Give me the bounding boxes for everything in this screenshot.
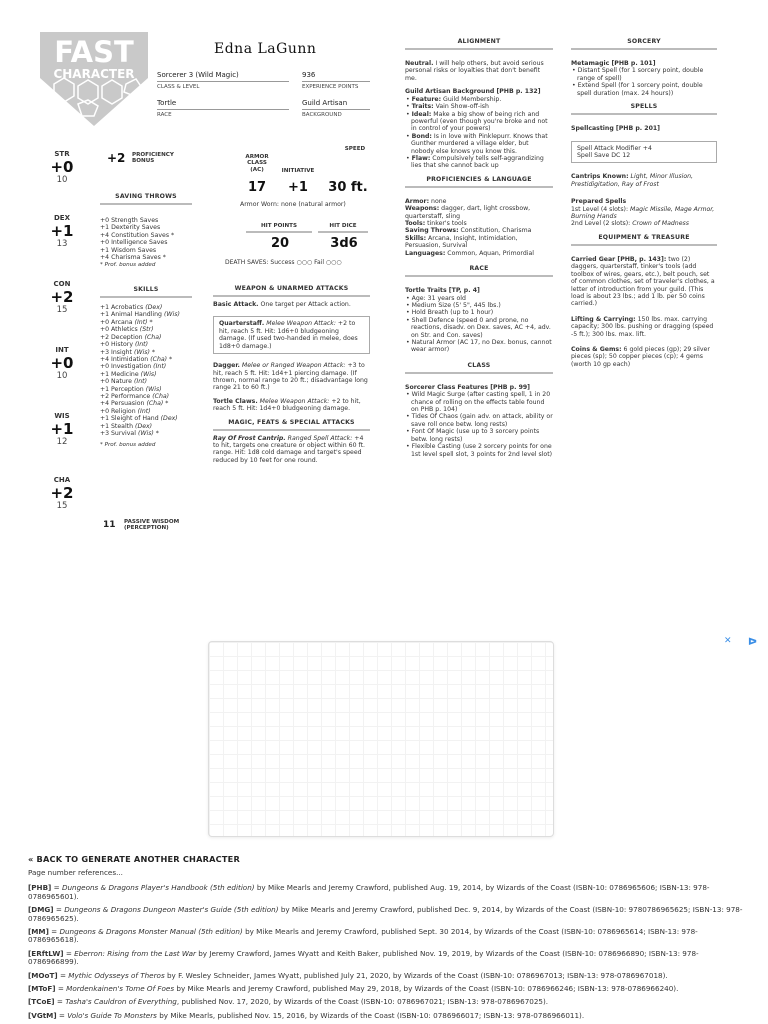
ability-str: STR +0 10 xyxy=(50,150,74,186)
skill-row: +3 Insight (Wis) * xyxy=(100,348,155,356)
passive-wisdom-label: PASSIVE WISDOM (PERCEPTION) xyxy=(124,519,180,532)
ray-of-frost-attack: Ray Of Frost Cantrip. Ranged Spell Attack: +4 to hit, targets one creature or object within 60 ft. range. Hit: 1d8 cold damage and target's speed reduced by 10 feet for one round. xyxy=(213,434,365,464)
back-to-generate-link[interactable]: « BACK TO GENERATE ANOTHER CHARACTER xyxy=(28,854,240,864)
sorcery-section: SORCERY Metamagic [PHB p. 101] • Distant Spell (for 1 sorcery point, double range of spell) • Extend Spell (for 1 sorcery point, double spell duration (max. 24 hours)) SPELLS Spellcasting [PHB p. 201] Spell Attack Modifier +4 Spell Save DC 12 Cantrips Known: Light, Minor Illusion, Prestidigitation, Ray of Frost Prepared Spells 1st Level (4 slots): Magic Missile, Mage Armor, Burning Hands 2nd Level (2 slots): Crown of Madness EQUIPMENT & TREASURE Carried Gear [PHB, p. 143]: two (2) daggers, quarterstaff, tinker's tools (add toolbox of wires, gears, etc.), belt pouch, set of common clothes, set of traveler's clothes, a letter of introduction from your guild. (This load is about 23 lbs.; add 1 lb. per 50 coins carried.) Lifting & Carrying: 150 lbs. max. carrying capacity; 300 lbs. pushing or dragging (speed -5 ft.); 300 lbs. max. lift. Coins & Gems: 6 gold pieces (gp); 29 silver pieces (sp); 50 copper pieces (cp); 4 gems (worth 10 gp each) xyxy=(571,38,717,368)
skill-row: +1 Medicine (Wis) xyxy=(100,370,157,378)
proficiency-bonus-value: +2 xyxy=(107,151,126,165)
skill-row: +4 Intimidation (Cha) * xyxy=(100,355,173,363)
save-str: +0 Strength Saves xyxy=(100,217,159,225)
tortle-claws-attack: Tortle Claws. Melee Weapon Attack: +2 to hit, reach 5 ft. Hit: 1d4+0 bludgeoning damage. xyxy=(213,397,361,413)
saving-throws: SAVING THROWS +0 Strength Saves +1 Dexterity Saves +4 Constitution Saves * +0 Intelligence Saves +1 Wisdom Saves +4 Charisma Saves * * Prof. bonus added xyxy=(100,193,192,269)
reference-item: [DMG] = Dungeons & Dragons Dungeon Master's Guide (5th edition) by Mike Mearls and Jeremy Crawford, published Dec. 9, 2014, by Wizards of the Coast (ISBN-10: 9780786965625; ISBN-13: 978-0786965625). xyxy=(28,905,743,923)
passive-wisdom-value: 11 xyxy=(103,520,116,530)
fast-character-logo xyxy=(40,32,148,126)
skill-row: +2 Performance (Cha) xyxy=(100,392,170,400)
ability-dex: DEX +1 13 xyxy=(50,214,74,250)
spell-stats-box: Spell Attack Modifier +4 Spell Save DC 12 xyxy=(571,141,717,164)
skill-row: +1 Sleight of Hand (Dex) xyxy=(100,415,178,423)
ac-value: 17 xyxy=(247,180,267,195)
save-int: +0 Intelligence Saves xyxy=(100,239,168,247)
armor-worn: Armor Worn: none (natural armor) xyxy=(240,201,346,208)
speed-value: 30 ft. xyxy=(328,180,368,195)
ability-wis: WIS +1 12 xyxy=(50,412,74,448)
skill-row: +1 Perception (Wis) xyxy=(100,385,162,393)
speed-label: SPEED xyxy=(344,146,366,152)
hit-dice-label: HIT DICE xyxy=(318,223,368,233)
proficiency-bonus-label: PROFICIENCY BONUS xyxy=(132,152,174,165)
svg-text:FAST: FAST xyxy=(54,35,134,69)
skill-row: +2 Deception (Cha) xyxy=(100,333,162,341)
xp-field: 936 EXPERIENCE POINTS xyxy=(302,71,370,91)
hit-dice-value: 3d6 xyxy=(330,236,358,251)
class-level-field: Sorcerer 3 (Wild Magic) CLASS & LEVEL xyxy=(157,71,289,91)
initiative-label: INITIATIVE xyxy=(281,168,315,174)
skill-row: +1 Animal Handling (Wis) xyxy=(100,311,180,319)
skill-row: +4 Persuasion (Cha) * xyxy=(100,400,169,408)
ability-con: CON +2 15 xyxy=(50,280,74,316)
skill-row: +0 History (Int) xyxy=(100,341,149,349)
ad-choices-icon[interactable]: ᐅ xyxy=(748,637,758,648)
reference-item: [MOoT] = Mythic Odysseys of Theros by F. Wesley Schneider, James Wyatt, published July 21, 2020, by Wizards of the Coast (ISBN-10: 0786967013; ISBN-13: 978-0786967018). xyxy=(28,970,668,980)
reference-item: [MToF] = Mordenkainen's Tome Of Foes by Mike Mearls and Jeremy Crawford, published May 29, 2018, by Wizards of the Coast (ISBN-10: 0786966246; ISBN-13: 978-0786966240). xyxy=(28,984,679,994)
ad-banner[interactable] xyxy=(208,641,554,837)
hit-points-value: 20 xyxy=(270,236,290,251)
alignment-section: ALIGNMENT Neutral. I will help others, but avoid serious personal risks or loyalties that don't benefit me. Guild Artisan Background [PHB p. 132] • Feature: Guild Membership. • Traits: Vain Show-off-ish • Ideal: Make a big show of being rich and powerful (even though you're broke and not in control of your powers) • Bond: Is in love with Pinklepurr. Knows that Gunther murdered a village elder, but nobody else knows you know this. • Flaw: Compulsively tells self-aggrandizing lies that she cannot back up PROFICIENCIES & LANGUAGE Armor: none Weapons: dagger, dart, light crossbow, quarterstaff, sling Tools: tinker's tools Saving Throws: Constitution, Charisma Skills: Arcana, Insight, Intimidation, Persuasion, Survival Languages: Common, Aquan, Primordial RACE Tortle Traits [TP, p. 4] • Age: 31 years old • Medium Size (5' 5", 445 lbs.) • Hold Breath (up to 1 hour) • Shell Defence (speed 0 and prone, no reactions, disadv. on Dex. saves, AC +4, adv. on Str. and Con. saves) • Natural Armor (AC 17, no Dex. bonus, cannot wear armor) CLASS Sorcerer Class Features [PHB p. 99] • Wild Magic Surge (after casting spell, 1 in 20 chance of rolling on the effects table found on PHB p. 104) • Tides Of Chaos (gain adv. on attack, ability or save roll once betw. long rests) • Font Of Magic (use up to 3 sorcery points betw. long rests) • Flexible Casting (use 2 sorcery points for one 1st level spell slot, 3 points for 2nd level slot) xyxy=(405,38,553,458)
skill-row: +0 Athletics (Str) xyxy=(100,326,154,334)
save-cha: +4 Charisma Saves * xyxy=(100,254,166,262)
skills: SKILLS +1 Acrobatics (Dex) +1 Animal Handling (Wis) +0 Arcana (Int) * +0 Athletics (Str) +2 Deception (Cha) +0 History (Int) +3 Insight (Wis) * +4 Intimidation (Cha) * +0 Investigation (Int) +1 Medicine (Wis) +0 Nature (Int) +1 Perception (Wis) +2 Performance (Cha) +4 Persuasion (Cha) * +0 Religion (Int) +1 Sleight of Hand (Dex) +1 Stealth (Dex) +3 Survival (Wis) * * Prof. bonus added xyxy=(100,286,192,450)
skill-row: +1 Acrobatics (Dex) xyxy=(100,304,163,312)
quarterstaff-attack: Quarterstaff. Melee Weapon Attack: +2 to hit, reach 5 ft. Hit: 1d6+0 bludgeoning damage. (If used two-handed in melee, does 1d8+0 damage.) xyxy=(213,316,370,354)
ability-int: INT +0 10 xyxy=(50,346,74,382)
ability-cha: CHA +2 15 xyxy=(50,476,74,512)
skill-row: +1 Stealth (Dex) xyxy=(100,422,153,430)
reference-item: [MM] = Dungeons & Dragons Monster Manual (5th edition) by Mike Mearls and Jeremy Crawford, published Sept. 30 2014, by Wizards of the Coast (ISBN-10: 0786965614; ISBN-13: 978-0786965618). xyxy=(28,927,698,945)
skill-row: +0 Religion (Int) xyxy=(100,407,151,415)
death-saves: DEATH SAVES: Success ○○○ Fail ○○○ xyxy=(225,259,342,266)
reference-item: [VGtM] = Volo's Guide To Monsters by Mike Mearls, published Nov. 15, 2016, by Wizards of the Coast (ISBN-10: 0786966017; ISBN-13: 978-0786966011). xyxy=(28,1010,585,1020)
hit-points-label: HIT POINTS xyxy=(246,223,312,233)
race-field: Tortle RACE xyxy=(157,99,289,119)
dagger-attack: Dagger. Melee or Ranged Weapon Attack: +3 to hit, reach 5 ft. Hit: 1d4+1 piercing damage. (If thrown, normal range to 20 ft.; disadvantage long range 21 to 60 ft.) xyxy=(213,362,368,392)
save-dex: +1 Dexterity Saves xyxy=(100,224,161,232)
initiative-value: +1 xyxy=(288,180,308,195)
save-con: +4 Constitution Saves * xyxy=(100,231,175,239)
skill-row: +0 Nature (Int) xyxy=(100,378,147,386)
background-field: Guild Artisan BACKGROUND xyxy=(302,99,370,119)
reference-item: [TCoE] = Tasha's Cauldron of Everything, published Nov. 17, 2020, by Wizards of the Coast (ISBN-10: 0786967021; ISBN-13: 978-0786967025). xyxy=(28,997,549,1007)
reference-item: [PHB] = Dungeons & Dragons Player's Handbook (5th edition) by Mike Mearls and Jeremy Crawford, published Aug. 19, 2014, by Wizards of the Coast (ISBN-10: 0786965606; ISBN-13: 978-0786965601). xyxy=(28,883,710,901)
reference-item: [ERftLW] = Eberron: Rising from the Last War by Jeremy Crawford, James Wyatt and Keith Baker, published Nov. 19, 2019, by Wizards of the Coast (ISBN-10: 0786966890; ISBN-13: 978-0786966899). xyxy=(28,948,699,967)
svg-text:CHARACTER: CHARACTER xyxy=(53,67,135,81)
skill-row: +3 Survival (Wis) * xyxy=(100,429,159,437)
character-name: Edna LaGunn xyxy=(214,41,317,57)
skill-row: +0 Investigation (Int) xyxy=(100,363,167,371)
save-wis: +1 Wisdom Saves xyxy=(100,246,157,254)
weapon-attacks: WEAPON & UNARMED ATTACKS Basic Attack. One target per Attack action. Quarterstaff. Melee Weapon Attack: +2 to hit, reach 5 ft. Hit: 1d6+0 bludgeoning damage. (If used two-handed in melee, does 1d8+0 damage.) Dagger. Melee or Ranged Weapon Attack: +3 to hit, reach 5 ft. Hit: 1d4+1 piercing damage. (If thrown, normal range to 20 ft.; disadvantage long range 21 to 60 ft.) Tortle Claws. Melee Weapon Attack: +2 to hit, reach 5 ft. Hit: 1d4+0 bludgeoning damage. MAGIC, FEATS & SPECIAL ATTACKS Ray Of Frost Cantrip. Ranged Spell Attack: +4 to hit, targets one creature or object within 60 ft. range. Hit: 1d8 cold damage and target's speed reduced by 10 feet for one round. xyxy=(213,285,370,464)
ac-label: ARMOR CLASS (AC) xyxy=(245,154,269,173)
page-references: Page number references... [PHB] = Dungeons & Dragons Player's Handbook (5th edition) by Mike Mearls and Jeremy Crawford, published Aug. 19, 2014, by Wizards of the Coast (ISBN-10: 0786965606; ISBN-13: 978-0786965601). [DMG] = Dungeons & Dragons Dungeon Master's Guide (5th edition) by Mike Mearls and Jeremy Crawford, published Dec. 9, 2014, by Wizards of the Coast (ISBN-10: 9780786965625; ISBN-13: 978-0786965625). [MM] = Dungeons & Dragons Monster Manual (5th edition) by Mike Mearls and Jeremy Crawford, published Sept. 30 2014, by Wizards of the Coast (ISBN-10: 0786965614; ISBN-13: 978-0786965618). [ERftLW] = Eberron: Rising from the Last War by Jeremy Crawford, James Wyatt and Keith Baker, published Nov. 19, 2019, by Wizards of the Coast (ISBN-10: 0786966890; ISBN-13: 978-0786966899). [MOoT] = Mythic Odysseys of Theros by F. Wesley Schneider, James Wyatt, published July 21, 2020, by Wizards of the Coast (ISBN-10: 0786967013; ISBN-13: 978-0786967018). [MToF] = Mordenkainen's Tome Of Foes by Mike Mearls and Jeremy Crawford, published May 29, 2018, by Wizards of the Coast (ISBN-10: 0786966246; ISBN-13: 978-0786966240). [TCoE] = Tasha's Cauldron of Everything, published Nov. 17, 2020, by Wizards of the Coast (ISBN-10: 0786967021; ISBN-13: 978-0786967025). [VGtM] = Volo's Guide To Monsters by Mike Mearls, published Nov. 15, 2016, by Wizards of the Coast (ISBN-10: 0786966017; ISBN-13: 978-0786966011). xyxy=(28,869,746,1024)
ad-close-icon[interactable]: ✕ xyxy=(724,636,732,646)
skill-row: +0 Arcana (Int) * xyxy=(100,318,153,326)
